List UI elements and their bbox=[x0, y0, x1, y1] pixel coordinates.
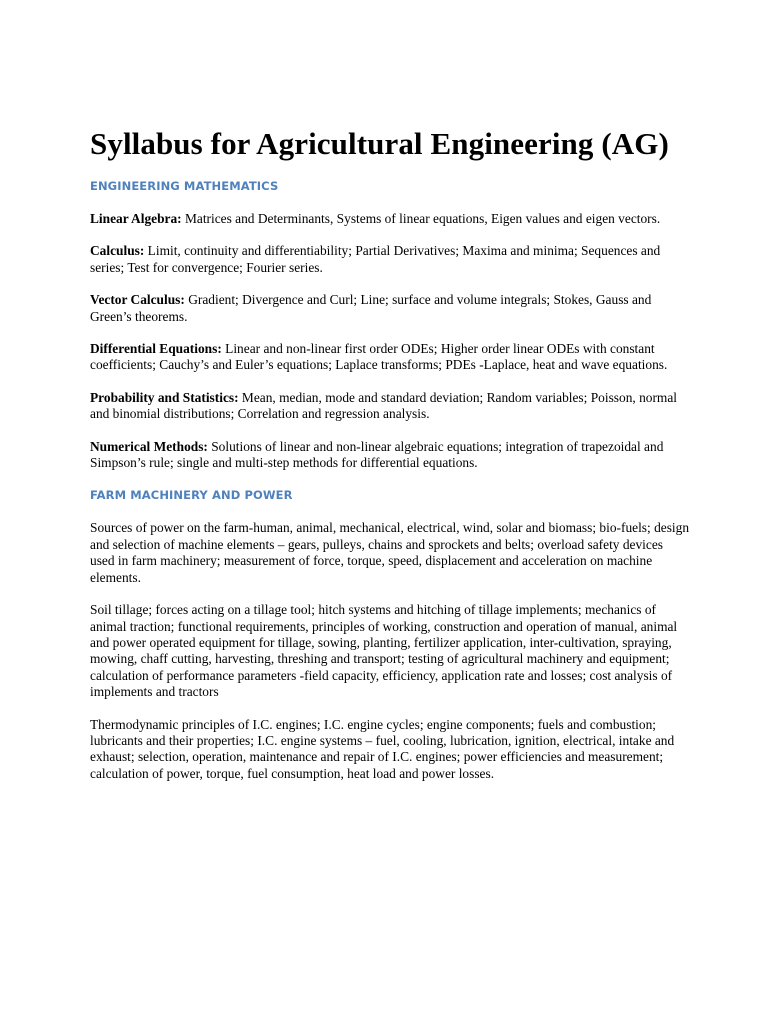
section-heading: ENGINEERING MATHEMATICS bbox=[90, 179, 279, 193]
topic-term: Probability and Statistics: bbox=[90, 389, 239, 405]
topic-term: Linear Algebra: bbox=[90, 211, 182, 226]
topic-text: Solutions of linear and non-linear algebraic equations; integration of trapezoidal and Simpson’s rule; single and multi-step methods for differential equations. bbox=[90, 438, 664, 471]
topic-paragraph bbox=[90, 211, 690, 227]
topic-text: Gradient; Divergence and Curl; Line; surface and volume integrals; Stokes, Gauss and Green’s theorems. bbox=[90, 292, 652, 324]
topic-term: Numerical Methods: bbox=[90, 438, 208, 454]
topic-term: Vector Calculus: bbox=[90, 292, 185, 308]
topic-paragraph bbox=[90, 243, 690, 276]
topic-term: Differential Equations: bbox=[90, 341, 222, 357]
topic-text: Matrices and Determinants, Systems of linear equations, Eigen values and eigen vectors. bbox=[181, 211, 661, 226]
section-farm-machinery-and-power bbox=[90, 487, 690, 782]
topic-paragraph bbox=[90, 390, 690, 423]
topic-text: Linear and non-linear first order ODEs; Higher order linear ODEs with constant coefficients; Cauchy’s and Euler’s equations; Laplace transforms; PDEs -Laplace, heat and wave equations. bbox=[90, 341, 668, 373]
topic-paragraph bbox=[90, 439, 690, 472]
body-paragraph: Sources of power on the farm-human, animal, mechanical, electrical, wind, solar and biomass; bio-fuels; design and selection of machine elements – gears, pulleys, chains and sprockets and belts; overload safety devices used in farm machinery; measurement of force, torque, speed, displacement and acceleration on machine elements. bbox=[90, 520, 690, 585]
topic-term: Calculus: bbox=[90, 243, 145, 259]
topic-text: Limit, continuity and differentiability; Partial Derivatives; Maxima and minima; Sequences and series; Test for convergence; Fourier series. bbox=[90, 243, 661, 275]
syllabus-page bbox=[90, 124, 690, 798]
body-paragraph: Soil tillage; forces acting on a tillage tool; hitch systems and hitching of tillage implements; mechanics of animal traction; functional requirements, principles of working, construction and operation of manual, animal and power operated equipment for tillage, sowing, planting, fertilizer application, inter-cultivation, spraying, mowing, chaff cutting, harvesting, threshing and transport; testing of agricultural machinery and equipment; calculation of performance parameters -field capacity, efficiency, application rate and losses; cost analysis of implements and tractors bbox=[90, 602, 678, 700]
topic-text: Mean, median, mode and standard deviation; Random variables; Poisson, normal and binomial distributions; Correlation and regression analysis. bbox=[90, 389, 678, 422]
topic-paragraph bbox=[90, 292, 690, 325]
topic-paragraph bbox=[90, 341, 690, 374]
body-paragraph: Thermodynamic principles of I.C. engines; I.C. engine cycles; engine components; fuels and combustion; lubricants and their properties; I.C. engine systems – fuel, cooling, lubrication, ignition, electrical, intake and exhaust; selection, operation, maintenance and repair of I.C. engines; power efficiencies and measurement; calculation of power, torque, fuel consumption, heat load and power losses. bbox=[90, 716, 675, 781]
section-engineering-mathematics bbox=[90, 178, 690, 471]
page-title: Syllabus for Agricultural Engineering (AG) bbox=[90, 126, 669, 161]
section-heading: FARM MACHINERY AND POWER bbox=[90, 488, 293, 503]
